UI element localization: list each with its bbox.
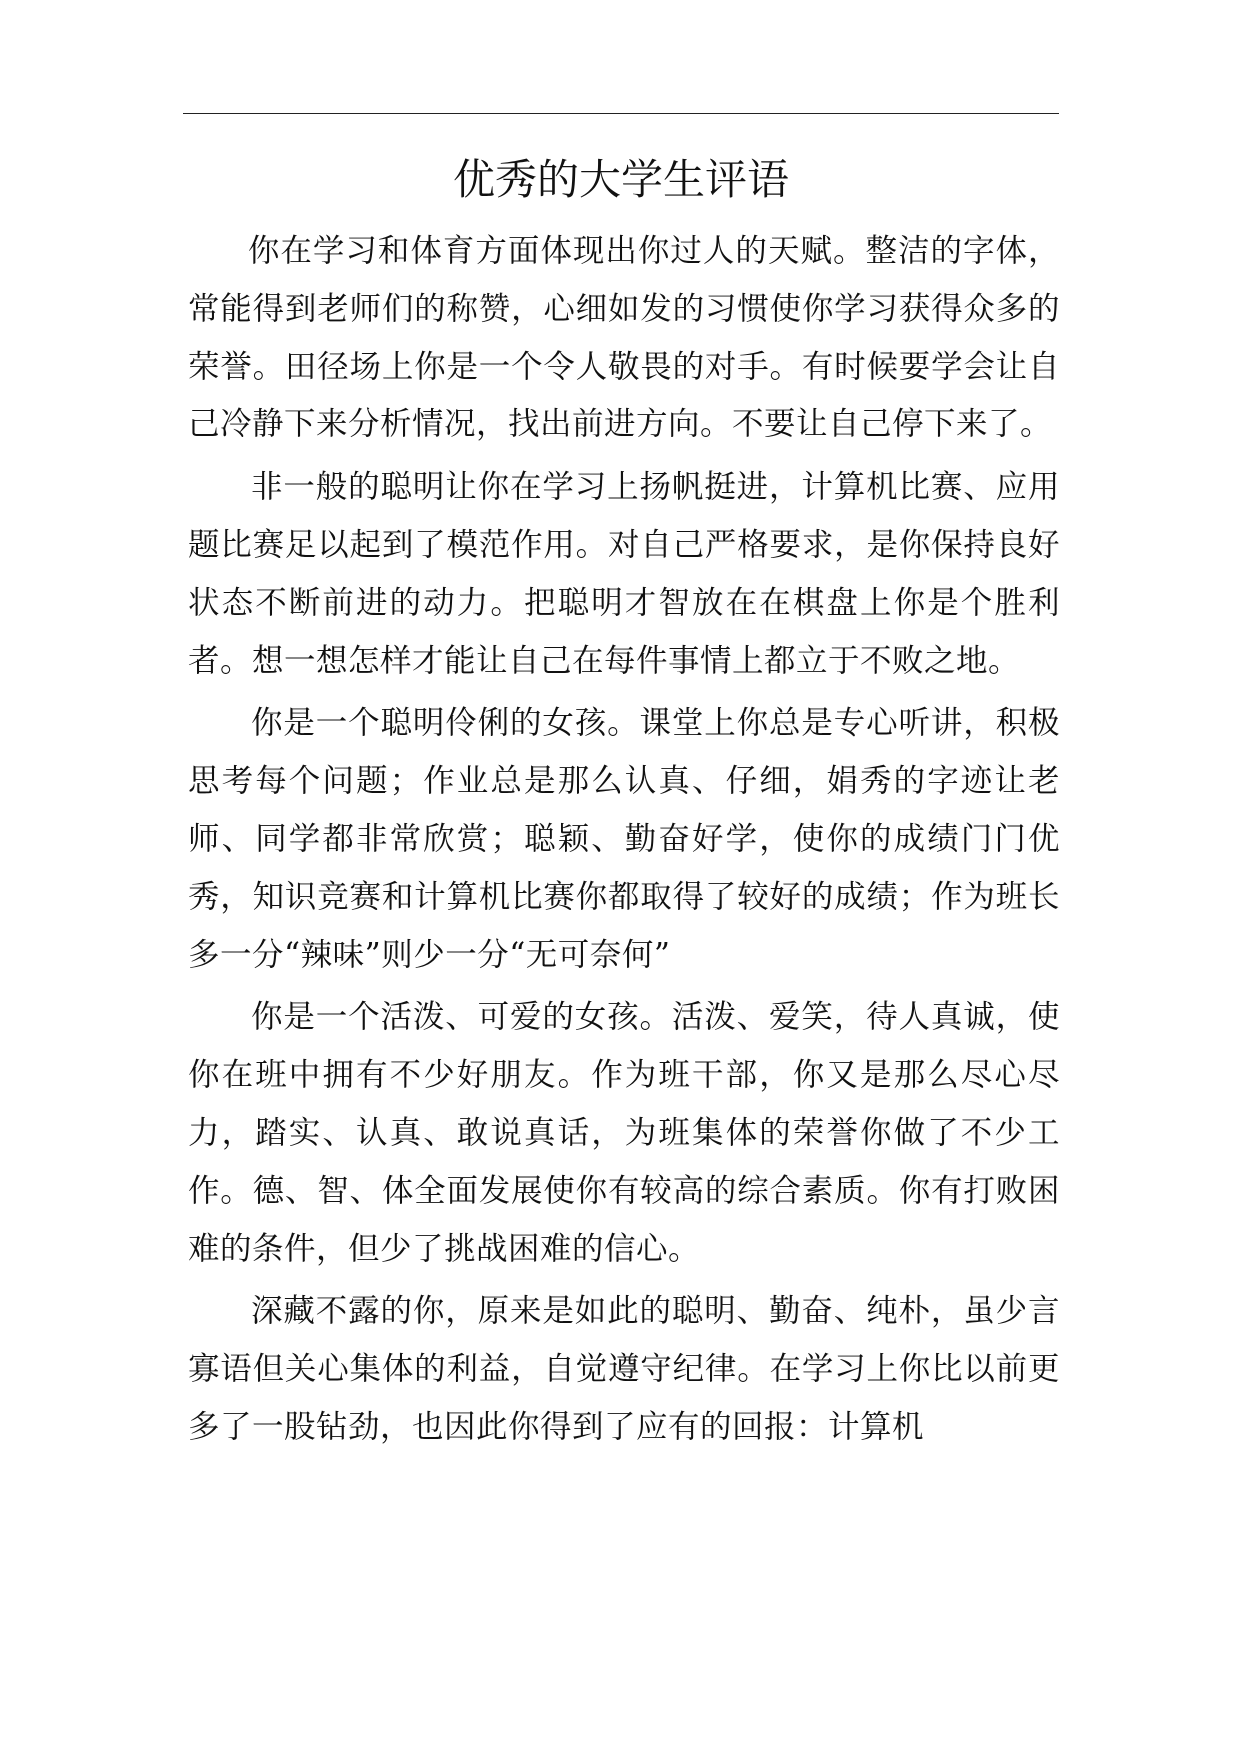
paragraph-4: 你是一个活泼、可爱的女孩。活泼、爱笑，待人真诚，使你在班中拥有不少好朋友。作为班干部，你又是那么尽心尽力，踏实、认真、敢说真话，为班集体的荣誉你做了不少工作。德、智、体全面发展使你有较高的综合素质。你有打败困难的条件，但少了挑战困难的信心。 [188, 999, 1060, 1267]
paragraph-2: 非一般的聪明让你在学习上扬帆挺进，计算机比赛、应用题比赛足以起到了模范作用。对自己严格要求，是你保持良好状态不断前进的动力。把聪明才智放在在棋盘上你是个胜利者。想一想怎样才能让自己在每件事情上都立于不败之地。 [188, 469, 1060, 679]
paragraph-5: 深藏不露的你，原来是如此的聪明、勤奋、纯朴，虽少言寡语但关心集体的利益，自觉遵守纪律。在学习上你比以前更多了一股钻劲，也因此你得到了应有的回报：计算机 [188, 1293, 1060, 1445]
paragraph-1: 你在学习和体育方面体现出你过人的天赋。整洁的字体，常能得到老师们的称赞，心细如发的习惯使你学习获得众多的荣誉。田径场上你是一个令人敬畏的对手。有时候要学会让自己冷静下来分析情况，找出前进方向。不要让自己停下来了。 [188, 233, 1060, 443]
header-rule [183, 113, 1059, 114]
paragraph-3: 你是一个聪明伶俐的女孩。课堂上你总是专心听讲，积极思考每个问题；作业总是那么认真、仔细，娟秀的字迹让老师、同学都非常欣赏；聪颖、勤奋好学，使你的成绩门门优秀，知识竞赛和计算机比赛你都取得了较好的成绩；作为班长多一分“辣味”则少一分“无可奈何” [188, 705, 1060, 973]
document-body [188, 223, 1060, 1457]
document-title: 优秀的大学生评语 [452, 155, 789, 204]
